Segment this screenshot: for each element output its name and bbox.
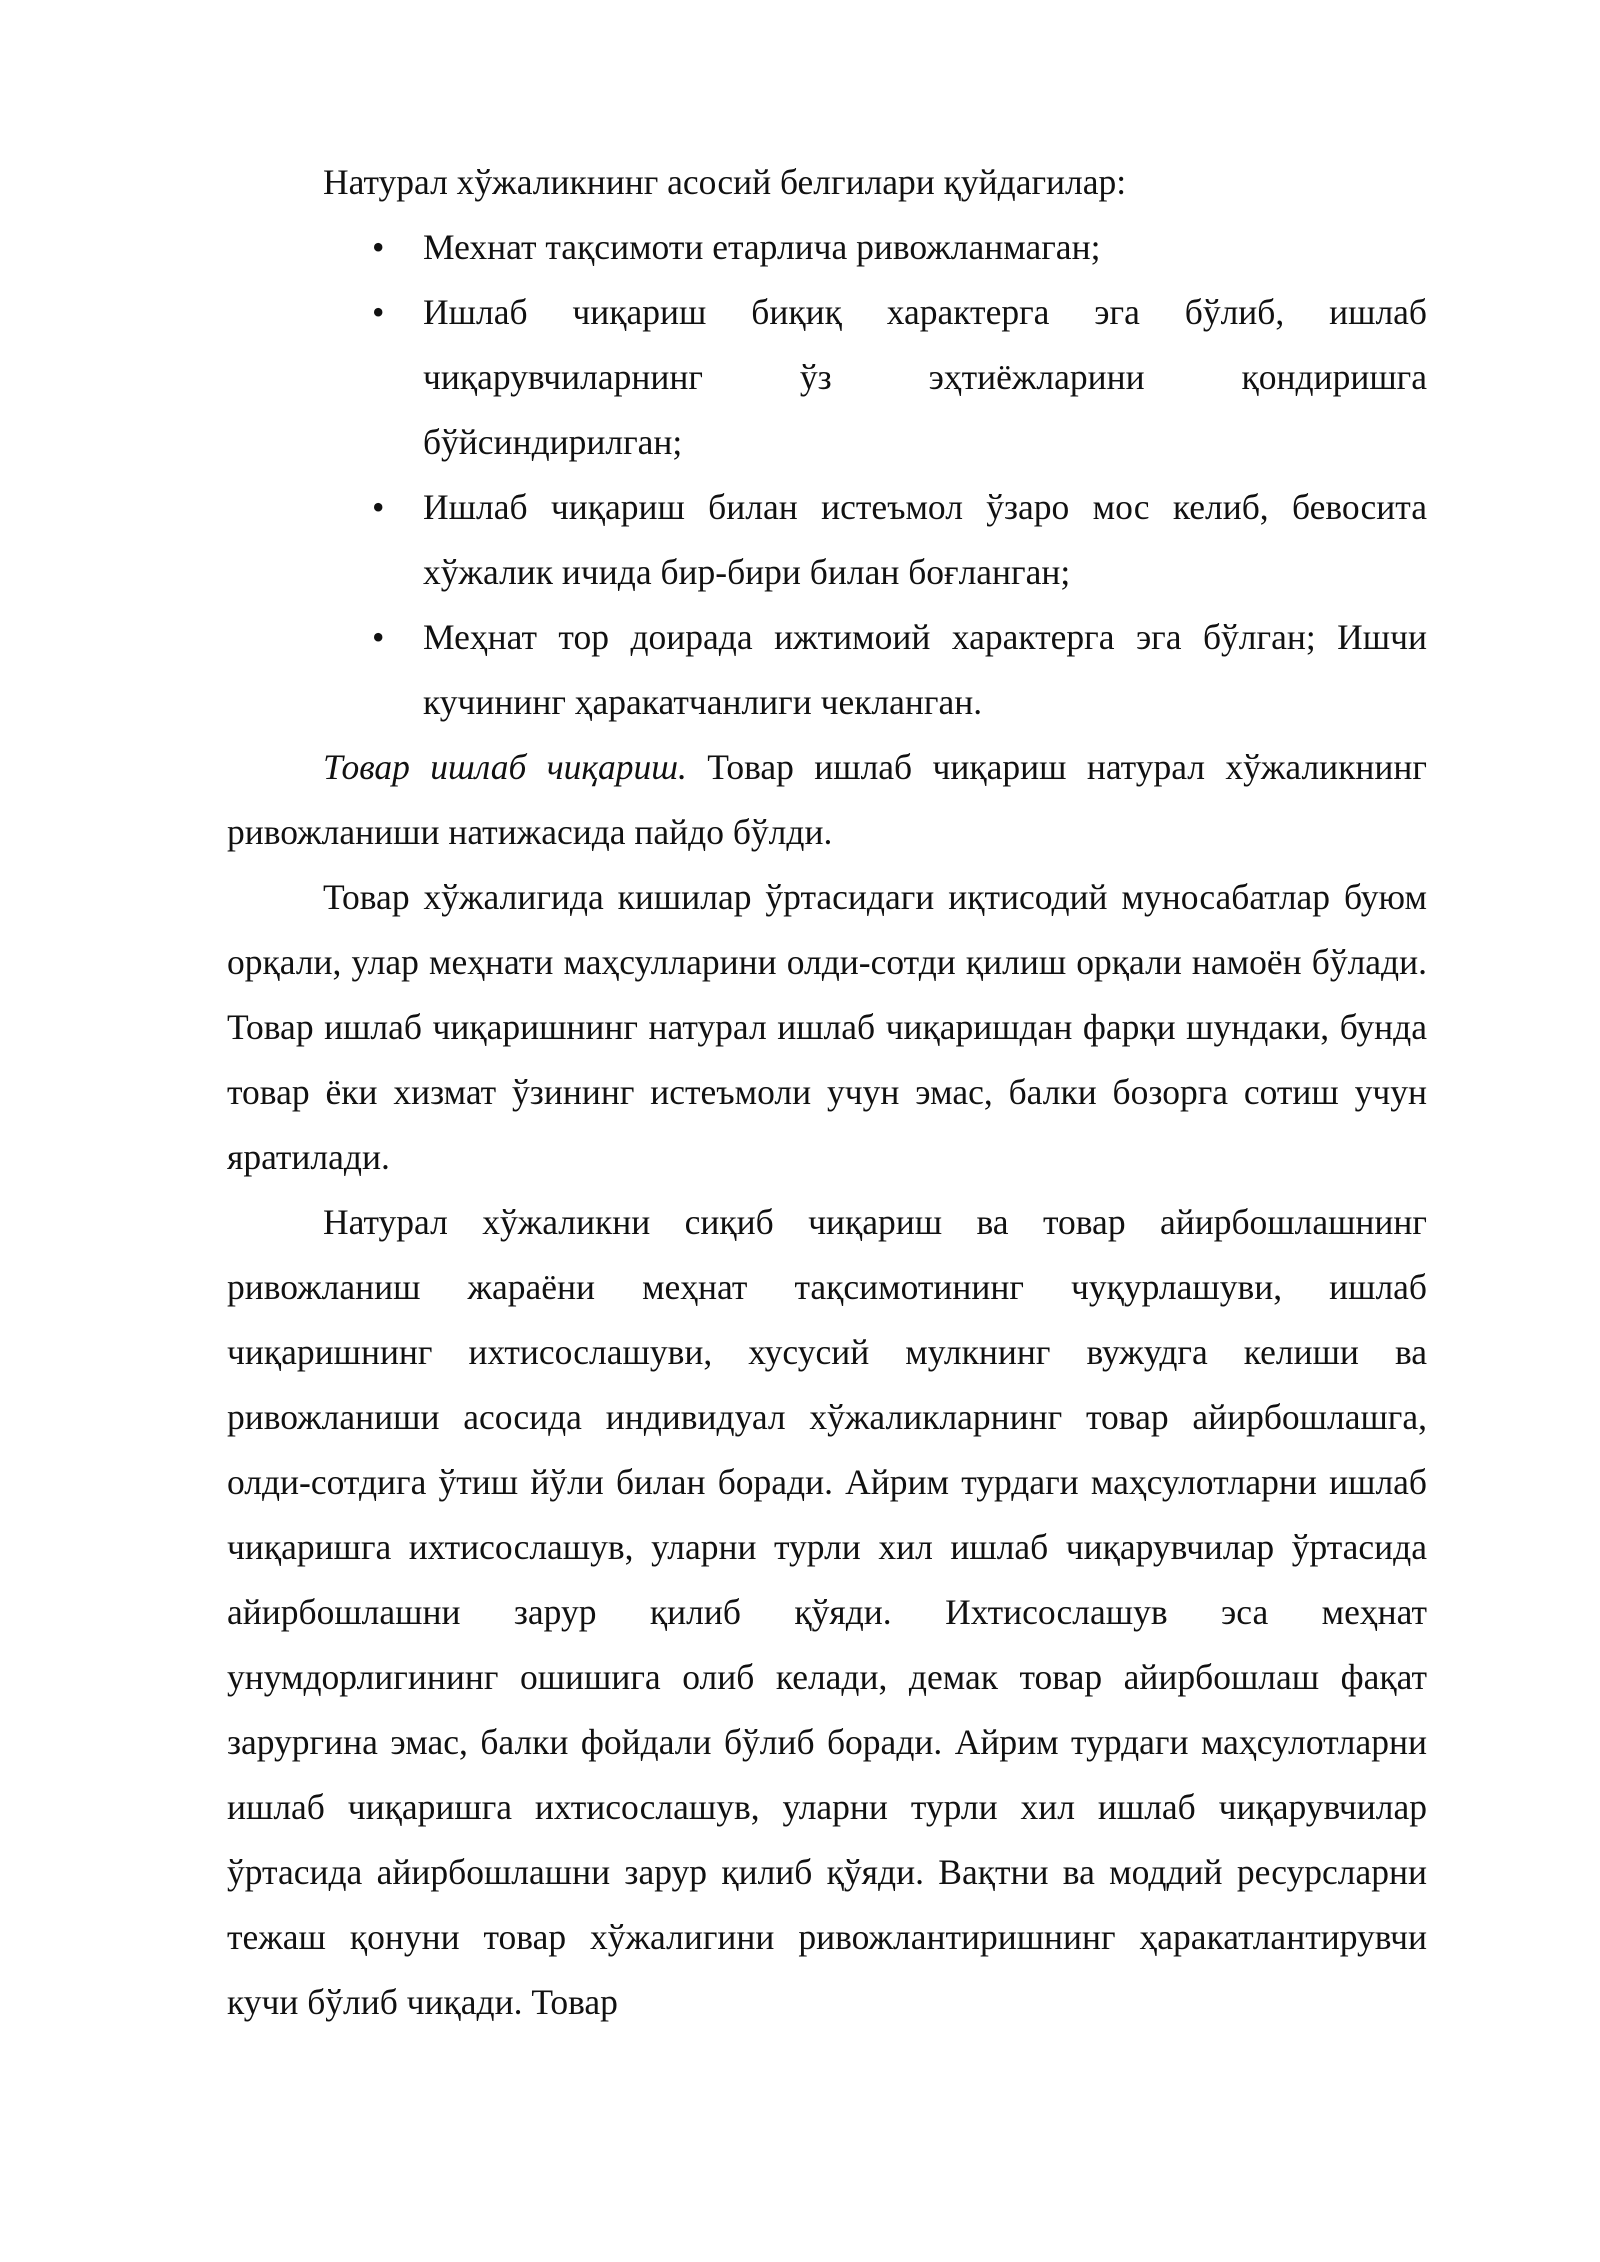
bullet-glyph: • — [372, 487, 385, 527]
list-item — [227, 215, 1427, 280]
intro-line — [227, 150, 1427, 215]
paragraph-text: Товар хўжалигида кишилар ўртасидаги иқтисодий муносабатлар буюм орқали, улар меҳнати маҳсулларини олди-сотди қилиш орқали намоён бўлади. Товар ишлаб чиқаришнинг натурал ишлаб чиқаришдан фарқи шундаки, бунда товар ёки хизмат ўзининг истеъмоли учун эмас, балки бозорга сотиш учун яратилади. — [227, 877, 1427, 1177]
intro-text: Натурал хўжаликнинг асосий белгилари қуйдагилар: — [323, 162, 1127, 202]
bullet-list — [227, 215, 1427, 735]
list-item — [227, 605, 1427, 735]
paragraph-text: Натурал хўжаликни сиқиб чиқариш ва товар айирбошлашнинг ривожланиш жараёни меҳнат тақсимотининг чуқурлашуви, ишлаб чиқаришнинг ихтисослашуви, хусусий мулкнинг вужудга келиши ва ривожланиши асосида индивидуал хўжаликларнинг товар айирбошлашга, олди-сотдига ўтиш йўли билан боради. Айрим турдаги маҳсулотларни ишлаб чиқаришга ихтисослашув, уларни турли хил ишлаб чиқарувчилар ўртасида айирбошлашни зарур қилиб қўяди. Ихтисослашув эса меҳнат унумдорлигининг ошишига олиб келади, демак товар айирбошлаш фақат зарургина эмас, балки фойдали бўлиб боради. Айрим турдаги маҳсулотларни ишлаб чиқаришга ихтисослашув, уларни турли хил ишлаб чиқарувчилар ўртасида айирбошлашни зарур қилиб қўяди. Вақтни ва моддий ресурсларни тежаш қонуни товар хўжалигини ривожлантиришнинг ҳаракатлантирувчи кучи бўлиб чиқади. Товар — [227, 1202, 1427, 2022]
bullet-glyph: • — [372, 227, 385, 267]
paragraph-text: Товар ишлаб чиқариш натурал хўжаликнинг ривожланиши натижасида пайдо бўлди. — [227, 747, 1427, 852]
bullet-glyph: • — [372, 292, 385, 332]
bullet-text: Ишлаб чиқариш билан истеъмол ўзаро мос келиб, бевосита хўжалик ичида бир-бири билан боғланган; — [423, 487, 1427, 592]
paragraph-commodity-economy — [227, 865, 1427, 1190]
bullet-text: Мехнат тақсимоти етарлича ривожланмаган; — [423, 227, 1101, 267]
list-item — [227, 280, 1427, 475]
document-page — [227, 150, 1427, 2035]
bullet-text: Меҳнат тор доирада ижтимоий характерга эга бўлган; Ишчи кучининг ҳаракатчанлиги чекланган. — [423, 617, 1427, 722]
paragraph-commodity-production — [227, 735, 1427, 865]
bullet-text: Ишлаб чиқариш биқиқ характерга эга бўлиб, ишлаб чиқарувчиларнинг ўз эҳтиёжларини қондиришга бўйсиндирилган; — [423, 292, 1427, 462]
paragraph-heading: Товар ишлаб чиқариш. — [323, 747, 687, 787]
bullet-glyph: • — [372, 617, 385, 657]
list-item — [227, 475, 1427, 605]
paragraph-natural-economy-displacement — [227, 1190, 1427, 2035]
